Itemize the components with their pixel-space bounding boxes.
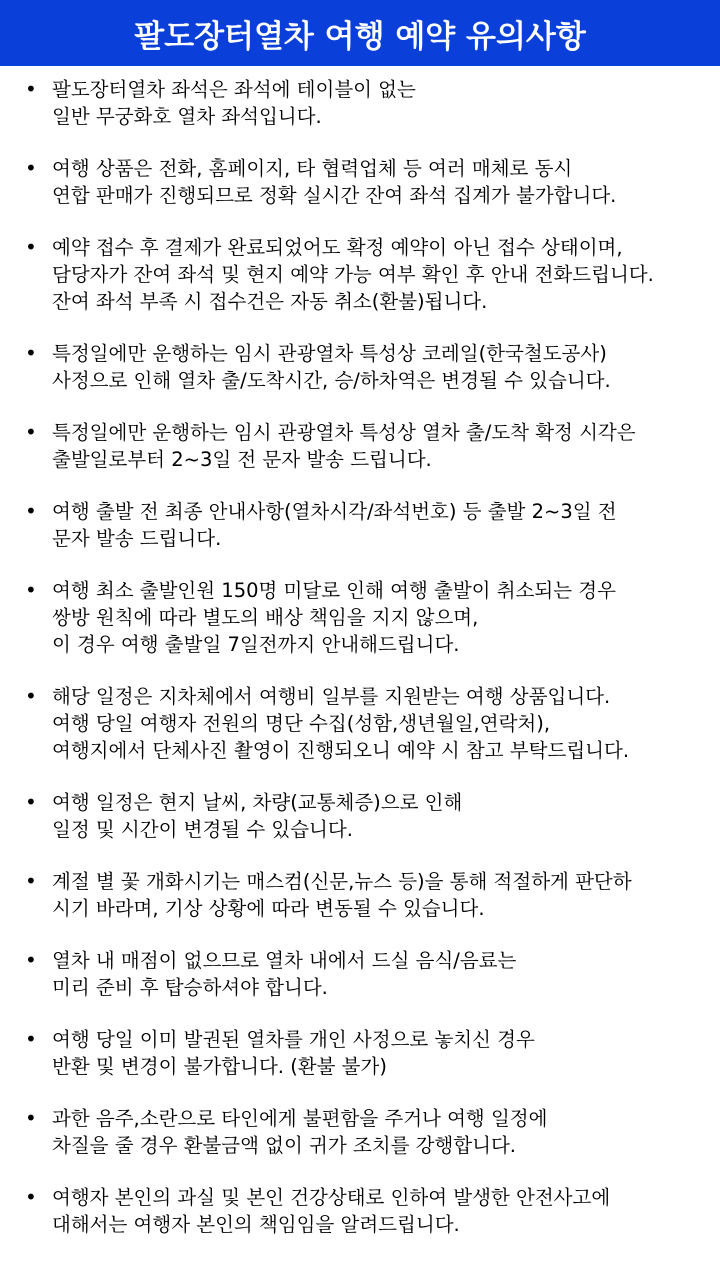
notice-text-line: 특정일에만 운행하는 임시 관광열차 특성상 코레일(한국철도공사) bbox=[52, 342, 607, 365]
notice-text-line: 예약 접수 후 결제가 완료되었어도 확정 예약이 아닌 접수 상태이며, bbox=[52, 236, 623, 259]
bullet-icon: • bbox=[25, 1106, 37, 1130]
notice-item bbox=[0, 868, 720, 922]
bullet-icon: • bbox=[25, 499, 37, 523]
notice-text-line: 출발일로부터 2~3일 전 문자 발송 드립니다. bbox=[52, 448, 432, 471]
notice-text-line: 여행 최소 출발인원 150명 미달로 인해 여행 출발이 취소되는 경우 bbox=[52, 579, 616, 602]
notice-item bbox=[0, 155, 720, 209]
bullet-icon: • bbox=[25, 156, 37, 180]
notice-text-line: 쌍방 원칙에 따라 별도의 배상 책임을 지지 않으며, bbox=[52, 606, 479, 629]
notice-item bbox=[0, 498, 720, 552]
notice-item bbox=[0, 419, 720, 473]
bullet-icon: • bbox=[25, 341, 37, 365]
notice-text-line: 반환 및 변경이 불가합니다. (환불 불가) bbox=[52, 1055, 387, 1078]
notice-text-line: 계절 별 꽃 개화시기는 매스컴(신문,뉴스 등)을 통해 적절하게 판단하 bbox=[52, 870, 632, 893]
notice-text-line: 대해서는 여행자 본인의 책임임을 알려드립니다. bbox=[52, 1213, 460, 1236]
notice-text-line: 여행 상품은 전화, 홈페이지, 타 협력업체 등 여러 매체로 동시 bbox=[52, 157, 573, 180]
notice-text-line: 여행지에서 단체사진 촬영이 진행되오니 예약 시 참고 부탁드립니다. bbox=[52, 739, 630, 762]
page-title: 팔도장터열차 여행 예약 유의사항 bbox=[134, 18, 586, 55]
notice-text-line: 여행 출발 전 최종 안내사항(열차시각/좌석번호) 등 출발 2~3일 전 bbox=[52, 500, 617, 523]
notice-text-line: 시기 바라며, 기상 상황에 따라 변동될 수 있습니다. bbox=[52, 897, 485, 920]
bullet-icon: • bbox=[25, 77, 37, 101]
bullet-icon: • bbox=[25, 948, 37, 972]
notice-list bbox=[0, 66, 720, 1238]
notice-text-line: 여행 당일 이미 발권된 열차를 개인 사정으로 놓치신 경우 bbox=[52, 1028, 535, 1051]
notice-text-line: 잔여 좌석 부족 시 접수건은 자동 취소(환불)됩니다. bbox=[52, 290, 488, 313]
bullet-icon: • bbox=[25, 684, 37, 708]
notice-text-line: 과한 음주,소란으로 타인에게 불편함을 주거나 여행 일정에 bbox=[52, 1107, 548, 1130]
header-banner bbox=[0, 0, 720, 66]
notice-text-line: 팔도장터열차 좌석은 좌석에 테이블이 없는 bbox=[52, 78, 416, 101]
notice-text-line: 차질을 줄 경우 환불금액 없이 귀가 조치를 강행합니다. bbox=[52, 1134, 517, 1157]
notice-text-line: 미리 준비 후 탑승하셔야 합니다. bbox=[52, 976, 328, 999]
bullet-icon: • bbox=[25, 235, 37, 259]
bullet-icon: • bbox=[25, 420, 37, 444]
notice-item bbox=[0, 947, 720, 1001]
bullet-icon: • bbox=[25, 790, 37, 814]
notice-item bbox=[0, 1184, 720, 1238]
notice-item bbox=[0, 683, 720, 764]
notice-item bbox=[0, 1105, 720, 1159]
bullet-icon: • bbox=[25, 1027, 37, 1051]
notice-text-line: 일정 및 시간이 변경될 수 있습니다. bbox=[52, 818, 353, 841]
notice-text-line: 이 경우 여행 출발일 7일전까지 안내해드립니다. bbox=[52, 633, 460, 656]
notice-item bbox=[0, 76, 720, 130]
notice-text-line: 열차 내 매점이 없으므로 열차 내에서 드실 음식/음료는 bbox=[52, 949, 517, 972]
notice-text-line: 연합 판매가 진행되므로 정확 실시간 잔여 좌석 집계가 불가합니다. bbox=[52, 184, 617, 207]
notice-text-line: 문자 발송 드립니다. bbox=[52, 527, 222, 550]
notice-item bbox=[0, 789, 720, 843]
notice-text-line: 여행 일정은 현지 날씨, 차량(교통체증)으로 인해 bbox=[52, 791, 463, 814]
notice-text-line: 특정일에만 운행하는 임시 관광열차 특성상 열차 출/도착 확정 시각은 bbox=[52, 421, 636, 444]
notice-item bbox=[0, 1026, 720, 1080]
notice-text-line: 해당 일정은 지차체에서 여행비 일부를 지원받는 여행 상품입니다. bbox=[52, 685, 611, 708]
bullet-icon: • bbox=[25, 1185, 37, 1209]
notice-text-line: 일반 무궁화호 열차 좌석입니다. bbox=[52, 105, 322, 128]
bullet-icon: • bbox=[25, 578, 37, 602]
notice-item bbox=[0, 577, 720, 658]
notice-text-line: 여행 당일 여행자 전원의 명단 수집(성함,생년월일,연락처), bbox=[52, 712, 551, 735]
notice-text-line: 담당자가 잔여 좌석 및 현지 예약 가능 여부 확인 후 안내 전화드립니다. bbox=[52, 263, 654, 286]
notice-item bbox=[0, 234, 720, 315]
bullet-icon: • bbox=[25, 869, 37, 893]
notice-text-line: 여행자 본인의 과실 및 본인 건강상태로 인하여 발생한 안전사고에 bbox=[52, 1186, 611, 1209]
notice-item bbox=[0, 340, 720, 394]
notice-text-line: 사정으로 인해 열차 출/도착시간, 승/하차역은 변경될 수 있습니다. bbox=[52, 369, 611, 392]
